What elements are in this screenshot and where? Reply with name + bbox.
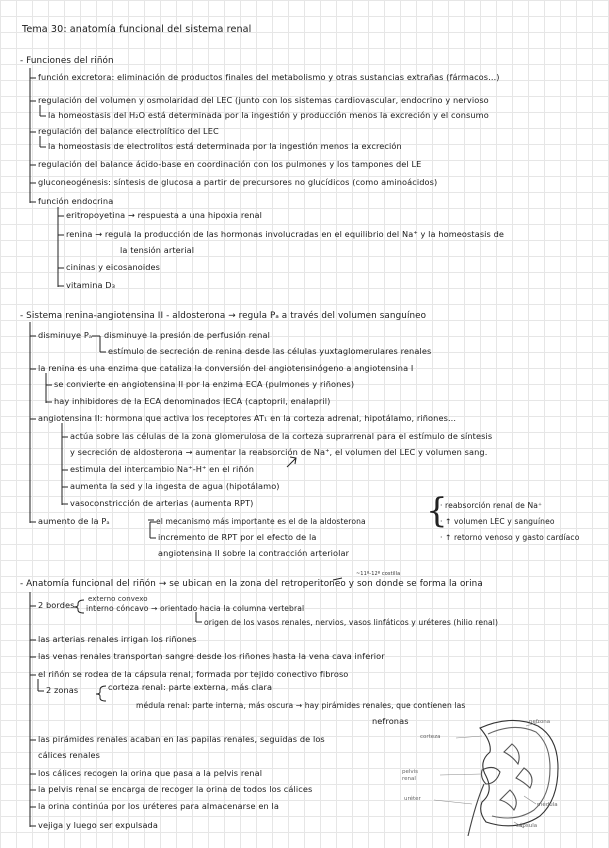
list-item: corteza renal: parte externa, más clara	[108, 682, 273, 692]
list-item: el riñón se rodea de la cápsula renal, formada por tejido conectivo fibroso	[38, 669, 349, 679]
diagram-label-corteza: corteza	[420, 734, 441, 740]
list-item: la homeostasis de electrolitos está determinada por la ingestión menos la excreción	[48, 141, 402, 151]
list-item: médula renal: parte interna, más oscura → hay pirámides renales, que contienen las	[136, 701, 466, 710]
list-item: función excretora: eliminación de productos finales del metabolismo y otras sustancias extrañas (fármacos...)	[38, 72, 500, 82]
list-item: gluconeogénesis: síntesis de glucosa a partir de precursores no glucídicos (como aminoácidos)	[38, 177, 438, 187]
list-item: actúa sobre las células de la zona glomerulosa de la corteza suprarrenal para el estímulo de síntesis	[70, 431, 493, 441]
diagram-label-nefrona: nefrona	[529, 719, 551, 725]
diagram-label-ureter: uréter	[404, 796, 421, 802]
pyramid-shape	[504, 744, 519, 764]
list-item-continuation: nefronas	[372, 716, 409, 726]
list-item: vasoconstricción de arterias (aumenta RPT)	[70, 498, 254, 508]
list-item: la homeostasis del H₂O está determinada por la ingestión y producción menos la excreción y el consumo	[48, 110, 489, 120]
list-item: estímulo de secreción de renina desde las células yuxtaglomerulares renales	[108, 346, 432, 356]
list-item: disminuye la presión de perfusión renal	[104, 330, 270, 340]
section-heading-sraa: - Sistema renina-angiotensina II - aldosterona → regula Pₐ a través del volumen sanguíneo	[20, 311, 427, 321]
list-item: función endocrina	[38, 196, 114, 206]
list-item: las venas renales transportan sangre desde los riñones hasta la vena cava inferior	[38, 651, 385, 661]
list-item-continuation: vejiga y luego ser expulsada	[38, 820, 158, 830]
list-item: renina → regula la producción de las hormonas involucradas en el equilibrio del Na⁺ y la homeostasis de	[66, 229, 505, 239]
list-item: interno cóncavo → orientado hacia la columna vertebral	[86, 604, 305, 613]
list-item: las pirámides renales acaban en las papilas renales, seguidas de los	[38, 734, 325, 744]
list-item: regulación del balance ácido-base en coordinación con los pulmones y los tampones del LE	[38, 159, 422, 169]
list-item: regulación del volumen y osmolaridad del LEC (junto con los sistemas cardiovascular, endocrino y nervioso	[38, 95, 489, 105]
list-item: se convierte en angiotensina II por la enzima ECA (pulmones y riñones)	[54, 379, 355, 389]
effect-item: · reabsorción renal de Na⁺	[440, 501, 543, 510]
list-item-continuation: cálices renales	[38, 750, 100, 760]
list-item: el mecanismo más importante es el de la aldosterona	[156, 517, 366, 526]
list-item: origen de los vasos renales, nervios, vasos linfáticos y uréteres (hilio renal)	[204, 618, 499, 627]
list-item: 2 zonas	[46, 685, 79, 695]
margin-note: ~11º-12º costilla	[356, 571, 401, 577]
list-item: la renina es una enzima que cataliza la conversión del angiotensinógeno a angiotensina I	[38, 363, 414, 373]
kidney-diagram	[420, 712, 570, 836]
list-item: las arterias renales irrigan los riñones	[38, 634, 197, 644]
ureter-shape	[468, 784, 484, 836]
diagram-label-medula: médula	[537, 802, 558, 808]
list-item: regulación del balance electrolítico del LEC	[38, 126, 219, 136]
list-item: aumenta la sed y la ingesta de agua (hipotálamo)	[70, 481, 280, 491]
list-item-continuation: la tensión arterial	[120, 245, 195, 255]
diagram-label-pelvis: pelvis renal	[402, 769, 419, 782]
list-item: externo convexo	[88, 595, 148, 603]
list-item: aumento de la Pₐ	[38, 516, 110, 526]
list-item: eritropoyetina → respuesta a una hipoxia renal	[66, 210, 263, 220]
list-item: la pelvis renal se encarga de recoger la orina de todos los cálices	[38, 784, 313, 794]
page-title: Tema 30: anatomía funcional del sistema renal	[22, 24, 252, 35]
renal-pelvis-shape	[482, 767, 501, 784]
pyramid-shape	[516, 768, 532, 788]
effect-item: · ↑ retorno venoso y gasto cardíaco	[440, 533, 580, 542]
kidney-capsule-outline	[480, 720, 558, 825]
section-heading-funciones: - Funciones del riñón	[20, 56, 114, 66]
list-item: disminuye Pₐ	[38, 330, 93, 340]
diagram-label-capsula: cápsula	[516, 823, 538, 829]
list-item: hay inhibidores de la ECA denominados IECA (captopril, enalapril)	[54, 396, 331, 406]
list-item: los cálices recogen la orina que pasa a la pelvis renal	[38, 768, 263, 778]
list-item-continuation: y secreción de aldosterona → aumentar la reabsorción de Na⁺, el volumen del LEC y volumen sang.	[70, 447, 488, 457]
list-item: angiotensina II: hormona que activa los receptores AT₁ en la corteza adrenal, hipotálamo, riñones...	[38, 413, 457, 423]
list-item: vitamina D₃	[66, 280, 116, 290]
effect-item: · ↑ volumen LEC y sanguíneo	[440, 517, 555, 526]
curly-brace: {	[426, 491, 448, 531]
list-item-continuation: angiotensina II sobre la contracción arteriolar	[158, 548, 350, 558]
list-item: estimula del intercambio Na⁺-H⁺ en el riñón	[70, 464, 255, 474]
list-item: la orina continúa por los uréteres para almacenarse en la	[38, 801, 279, 811]
pyramid-shape	[500, 790, 516, 810]
list-item: cininas y eicosanoides	[66, 262, 161, 272]
list-item: incremento de RPT por el efecto de la	[158, 532, 317, 542]
list-item: 2 bordes	[38, 600, 75, 610]
section-heading-anatomia: - Anatomía funcional del riñón → se ubican en la zona del retroperitoneo y son donde se forma la orina	[20, 579, 483, 589]
